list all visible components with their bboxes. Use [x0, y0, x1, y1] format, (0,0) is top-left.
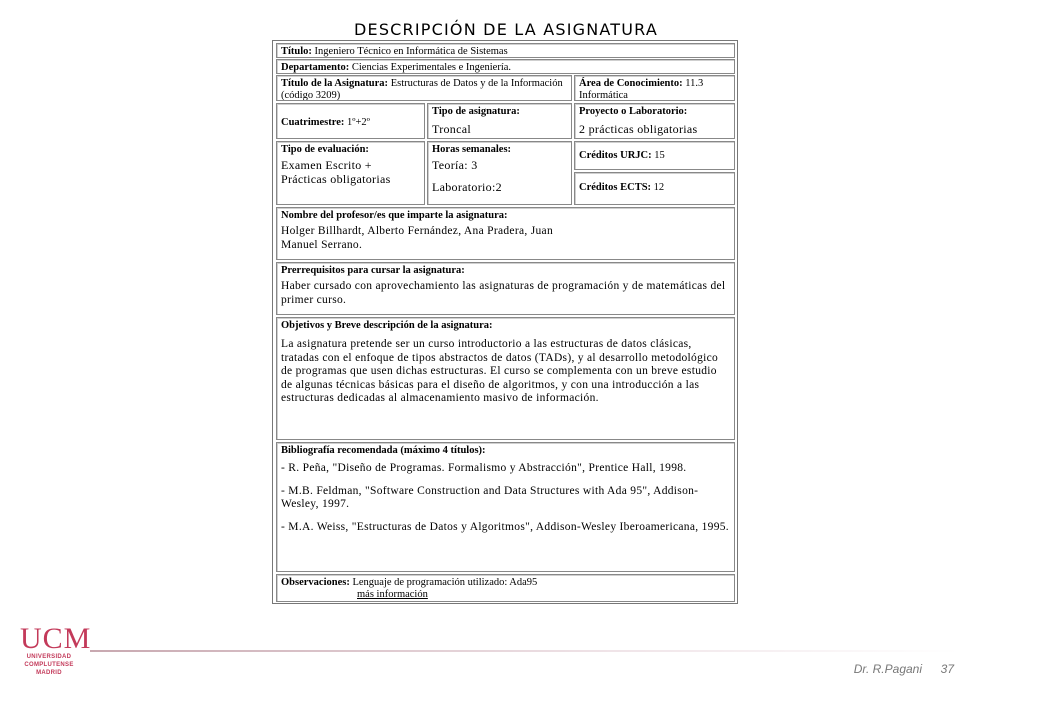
field-creditos-urjc [574, 141, 735, 170]
field-objetivos [276, 317, 735, 440]
field-area-conocimiento [574, 75, 735, 101]
field-value: Ingeniero Técnico en Informática de Sistemas [314, 46, 508, 57]
field-titulo-asignatura [276, 75, 572, 101]
field-creditos-ects [574, 172, 735, 205]
field-horas-semanales [427, 141, 572, 205]
field-value: Holger Billhardt, Alberto Fernández, Ana Pradera, Juan Manuel Serrano. [281, 225, 554, 251]
logo-line1: UNIVERSIDAD [26, 654, 72, 660]
field-value: Lenguaje de programación utilizado: Ada95 [352, 577, 538, 588]
field-tipo-asignatura [427, 103, 572, 139]
bibliography-item: - R. Peña, "Diseño de Programas. Formalismo y Abstracción", Prentice Hall, 1998. [281, 462, 687, 474]
field-value: 15 [654, 150, 665, 161]
field-profesores [276, 207, 735, 260]
field-label: Créditos ECTS: [579, 182, 652, 193]
field-cuatrimestre [276, 103, 425, 139]
field-label: Tipo de evaluación: [281, 144, 369, 155]
field-value: Ciencias Experimentales e Ingeniería. [351, 62, 512, 73]
field-label: Título: [281, 46, 312, 57]
field-label: Observaciones: [281, 577, 350, 588]
field-label: Bibliografía recomendada (máximo 4 títulos): [281, 445, 486, 456]
bibliography-item: - M.A. Weiss, "Estructuras de Datos y Algoritmos", Addison-Wesley Iberoamericana, 1995. [281, 520, 729, 533]
field-prerrequisitos [276, 262, 735, 315]
field-value: 1º+2º [347, 117, 370, 128]
field-value: 12 [653, 182, 665, 193]
field-value: 11.3 Informática [579, 78, 704, 101]
field-label: Nombre del profesor/es que imparte la asignatura: [281, 210, 508, 221]
field-label: Cuatrimestre: [281, 117, 345, 128]
field-value: Troncal [432, 122, 471, 136]
field-tipo-evaluacion [276, 141, 425, 205]
field-value: La asignatura pretende ser un curso introductorio a las estructuras de datos clásicas, tratadas con el enfoque de tipos abstractos de datos (TADs), y al desarrollo metodológico de programas que usen dichas estructuras. El curso se complementa con un breve estudio de algunas técnicas básicas para el diseño de algoritmos, y con una introducción a las estructuras dedicadas al almacenamiento masivo de información. [281, 338, 719, 404]
horas-teoria: Teoría: 3 [432, 158, 478, 172]
field-value: 2 prácticas obligatorias [579, 122, 698, 136]
field-value: Haber cursado con aprovechamiento las asignaturas de programación y de matemáticas del primer curso. [281, 280, 726, 306]
field-label: Departamento: [281, 62, 350, 73]
field-proyecto-laboratorio [574, 103, 735, 139]
footer-author: Dr. R.Pagani [853, 662, 922, 676]
field-bibliografia [276, 442, 735, 572]
logo-line2: COMPLUTENSE [24, 662, 74, 668]
field-label: Horas semanales: [432, 144, 512, 155]
field-departamento [276, 59, 735, 74]
page-number: 37 [940, 662, 954, 676]
field-value-line2: Prácticas obligatorias [281, 172, 391, 186]
field-label: Créditos URJC: [579, 150, 652, 161]
field-value: Estructuras de Datos y de la Información (código 3209) [281, 78, 563, 101]
horas-laboratorio: Laboratorio:2 [432, 180, 502, 194]
field-label: Área de Conocimiento: [579, 78, 683, 89]
more-info-link[interactable]: más información [357, 589, 428, 600]
field-label: Tipo de asignatura: [432, 106, 520, 117]
subject-description-form [272, 40, 738, 604]
field-titulo [276, 43, 735, 58]
field-value-line1: Examen Escrito + [281, 158, 372, 172]
logo-line3: MADRID [36, 670, 62, 676]
field-label: Proyecto o Laboratorio: [579, 106, 688, 117]
document-title: DESCRIPCIÓN DE LA ASIGNATURA [354, 20, 658, 39]
field-label: Título de la Asignatura: [281, 78, 389, 89]
field-observaciones [276, 574, 735, 602]
footer-divider [90, 650, 960, 652]
field-label: Objetivos y Breve descripción de la asignatura: [281, 320, 493, 331]
field-label: Prerrequisitos para cursar la asignatura: [281, 265, 465, 276]
bibliography-item: - M.B. Feldman, "Software Construction and Data Structures with Ada 95", Addison-Wesley, 1997. [281, 484, 699, 510]
logo-letters: UCM [20, 622, 92, 655]
ucm-logo [14, 622, 92, 682]
